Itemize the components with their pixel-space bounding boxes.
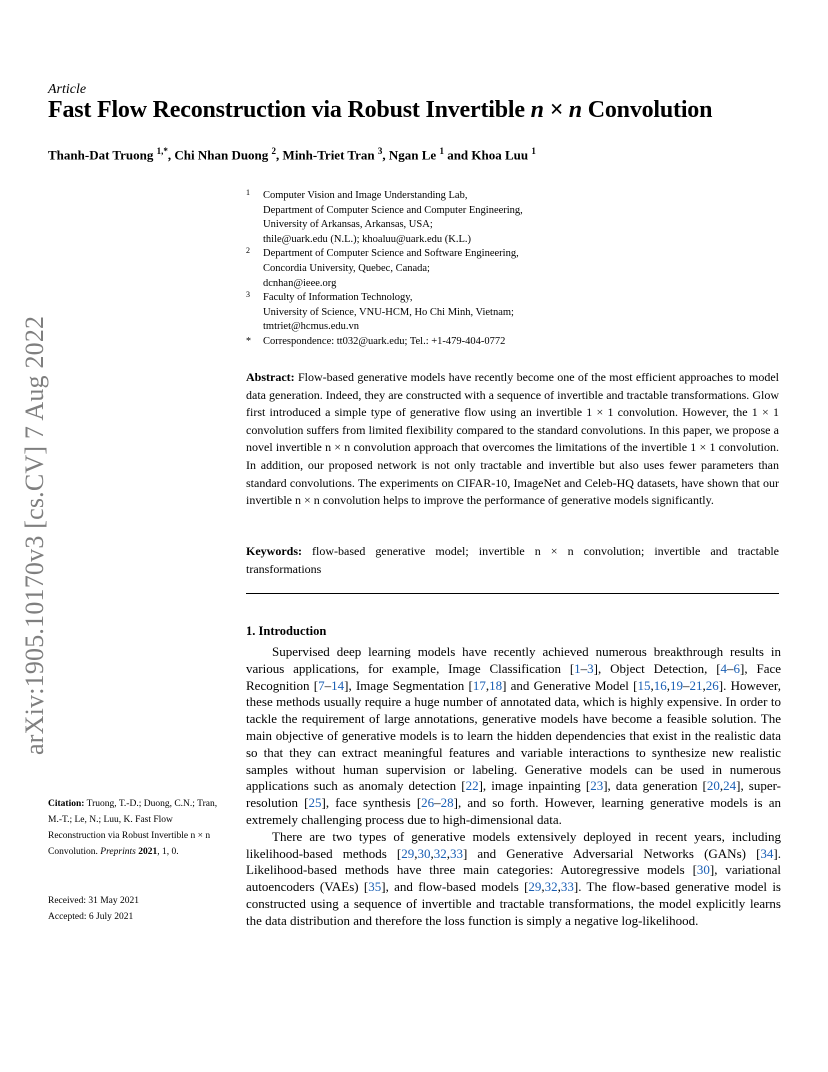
paragraph-text: – [580,660,588,676]
citation-block [48,796,218,860]
reference-link[interactable]: 16 [653,677,667,693]
paragraph-text: ], and so forth. However, learning generative models is an extremely challenging process due to high-dimensional data. [246,795,782,827]
paragraph-text: ], Face Recognition [ [246,660,782,693]
author-separator: , [276,147,283,163]
paragraph-text: ]. However, these methods usually require a huge number of annotated data, which is highly expensive. In order to tackle the requirement of large annotations, generative models have become a feasible solution. The main objective of generative models is to learn the hidden dependencies that exist in the realistic data so that they can extract meaningful features and variable interactions to synthesize new realistic samples without human supervision or labeling. Generative models can be used in numerous applications such as anomaly detection [ [246,677,781,794]
paragraph-text: , [666,677,671,693]
reference-link[interactable]: 21 [689,677,703,693]
author-separator: , [167,147,175,163]
paragraph-text: – [683,677,690,693]
affiliation-line: tmtriet@hcmus.edu.vn [263,321,359,333]
reference-link[interactable]: 17 [472,677,486,693]
author-affiliation-mark: 2 [271,146,277,156]
abstract-text: Flow-based generative models have recently become one of the most efficient approaches to model data generation. Indeed, they are constructed with a sequence of invertible and tractable transformations. Glow first introduced a simple type of generative flow using an invertible 1 × 1 convolution. However, the 1 × 1 convolution suffers from limited flexibility compared to the standard convolutions. In this paper, we propose a novel invertible n × n convolution approach that overcomes the limitations of the invertible 1 × 1 convolution. In addition, our proposed network is not only tractable and invertible but also uses fewer parameters than standard convolutions. The experiments on CIFAR-10, ImageNet and Celeb-HQ datasets, have shown that our invertible n × n convolution helps to improve the performance of generative models significantly. [246,370,779,508]
paragraph-text: ], image inpainting [ [478,778,591,794]
paragraph-text: ], Object Detection, [ [593,660,721,676]
paragraph-text: – [727,660,734,676]
reference-link[interactable]: 3 [587,660,594,676]
affiliation-number: 3 [246,290,250,300]
author-separator: , [382,147,389,163]
paragraph-text: – [324,677,332,693]
affiliation-line: Faculty of Information Technology, [263,292,413,304]
reference-link[interactable]: 33 [449,845,463,861]
reference-link[interactable]: 18 [489,677,503,693]
reference-link[interactable]: 32 [433,845,447,861]
correspondence [246,335,786,350]
author-affiliation-mark: 1 [439,146,444,156]
reference-link[interactable]: 26 [421,795,435,811]
paragraph-text: ]. Likelihood-based methods have three main categories: Autoregressive models [ [246,845,781,878]
paper-title [48,97,712,124]
reference-link[interactable]: 30 [417,845,431,861]
citation-year: 2021 [135,847,158,857]
paragraph-text: , [719,778,724,794]
paragraph-text: , [557,879,561,895]
reference-link[interactable]: 23 [590,778,604,794]
author-name: Chi Nhan Duong [174,147,269,163]
affiliation-line: Concordia University, Quebec, Canada; [263,262,430,274]
title-text-start: Fast Flow Reconstruction via Robust Invertible [48,97,531,123]
abstract [246,369,779,510]
affiliation-item [246,291,786,335]
arxiv-identifier: arXiv:1905.10170v3 [cs.CV] 7 Aug 2022 [20,315,49,755]
citation-text: Truong, T.-D.; Duong, C.N.; Tran, M.-T.; Le, N.; Luu, K. Fast Flow Reconstruction via Robust Invertible n × n Convolution. [48,799,218,857]
title-text-end: Convolution [581,97,713,123]
affiliation-line: University of Arkansas, Arkansas, USA; [263,219,433,231]
citation-tail: , 1, 0. [157,847,179,857]
reference-link[interactable]: 15 [637,677,651,693]
paragraph-text: ] and Generative Model [ [502,677,638,693]
reference-link[interactable]: 29 [528,879,542,895]
paragraph-text: , [650,677,654,693]
reference-link[interactable]: 33 [560,879,574,895]
abstract-label: Abstract: [246,370,295,384]
paragraph-text: , [541,879,545,895]
paragraph-text: , [485,677,490,693]
intro-paragraph [246,829,781,930]
publication-dates [48,893,139,925]
reference-link[interactable]: 24 [723,778,737,794]
keywords-label: Keywords: [246,544,302,558]
introduction-body [246,644,781,930]
affiliation-item [246,189,786,247]
author-name: Ngan Le [388,147,437,163]
reference-link[interactable]: 30 [696,862,710,878]
paragraph-text: ], super-resolution [ [246,778,782,811]
paragraph-text: ], Image Segmentation [ [344,677,473,693]
reference-link[interactable]: 22 [465,778,479,794]
paragraph-text: ]. The flow-based generative model is constructed using a sequence of invertible and tractable transformations, the model explicitly learns the data distribution and therefore the loss function is simply a negative log-likelihood. [246,879,781,928]
reference-link[interactable]: 34 [760,845,774,861]
paragraph-text: , [702,677,706,693]
paragraph-text: , [446,845,450,861]
affiliation-line: Department of Computer Science and Computer Engineering, [263,204,523,216]
correspondence-mark: * [246,335,251,347]
paragraph-text: – [434,795,441,811]
author-list [48,146,536,163]
reference-link[interactable]: 28 [440,795,454,811]
reference-link[interactable]: 25 [308,795,322,811]
citation-label: Citation: [48,799,85,809]
intro-paragraph [246,644,781,829]
reference-link[interactable]: 4 [720,660,728,676]
author-separator: and [443,147,472,163]
paragraph-text: ], and flow-based models [ [381,879,529,895]
affiliation-line: dcnhan@ieee.org [263,277,337,289]
affiliation-number: 2 [246,246,250,256]
affiliation-item [246,247,786,291]
affiliation-line: Computer Vision and Image Understanding Lab, [263,190,468,201]
author-affiliation-mark: 1,* [156,146,168,156]
affiliations [246,189,786,350]
reference-link[interactable]: 19 [670,677,684,693]
section-heading: 1. Introduction [246,624,327,638]
affiliation-line: Department of Computer Science and Software Engineering, [263,248,519,260]
affiliation-line: thile@uark.edu (N.L.); khoaluu@uark.edu (K.L.) [263,233,471,245]
affiliation-number: 1 [246,188,250,197]
reference-link[interactable]: 35 [368,879,382,895]
reference-link[interactable]: 14 [331,677,345,693]
article-type-label: Article [48,82,87,97]
citation-journal: Preprints [100,847,136,857]
paragraph-text: ], face synthesis [ [321,795,422,811]
reference-link[interactable]: 29 [401,845,415,861]
reference-link[interactable]: 6 [733,660,741,676]
title-math: n × n [530,97,582,123]
reference-link[interactable]: 20 [706,778,720,794]
author-affiliation-mark: 1 [531,146,536,156]
received-date: Received: 31 May 2021 [48,896,140,906]
reference-link[interactable]: 7 [318,677,325,693]
paragraph-text: ], data generation [ [603,778,707,794]
author-name: Minh-Triet Tran [282,147,375,163]
affiliation-line: University of Science, VNU-HCM, Ho Chi Minh, Vietnam; [263,306,514,318]
section-divider [246,593,779,594]
paragraph-text: , [414,845,418,861]
affiliation-list [246,189,786,335]
accepted-date: Accepted: 6 July 2021 [48,912,134,922]
keywords-text: flow-based generative model; invertible n × n convolution; invertible and tractable transformations [246,544,779,576]
paragraph-text: , [430,845,434,861]
reference-link[interactable]: 26 [705,677,719,693]
author-affiliation-mark: 3 [377,146,383,156]
reference-link[interactable]: 32 [544,879,558,895]
author-name: Khoa Luu [471,147,529,163]
correspondence-text: Correspondence: tt032@uark.edu; Tel.: +1-479-404-0772 [263,335,506,347]
paragraph-text: ] and Generative Adversarial Networks (GANs) [ [462,845,761,861]
keywords [246,543,779,578]
author-name: Thanh-Dat Truong [48,147,154,163]
reference-link[interactable]: 1 [574,660,581,676]
paragraph-text: There are two types of generative models extensively deployed in recent years, including likelihood-based methods [ [246,828,781,861]
paragraph-text: ], variational autoencoders (VAEs) [ [246,862,781,895]
paragraph-text: Supervised deep learning models have recently achieved numerous breakthrough results in various applications, for example, Image Classification [ [246,644,781,676]
